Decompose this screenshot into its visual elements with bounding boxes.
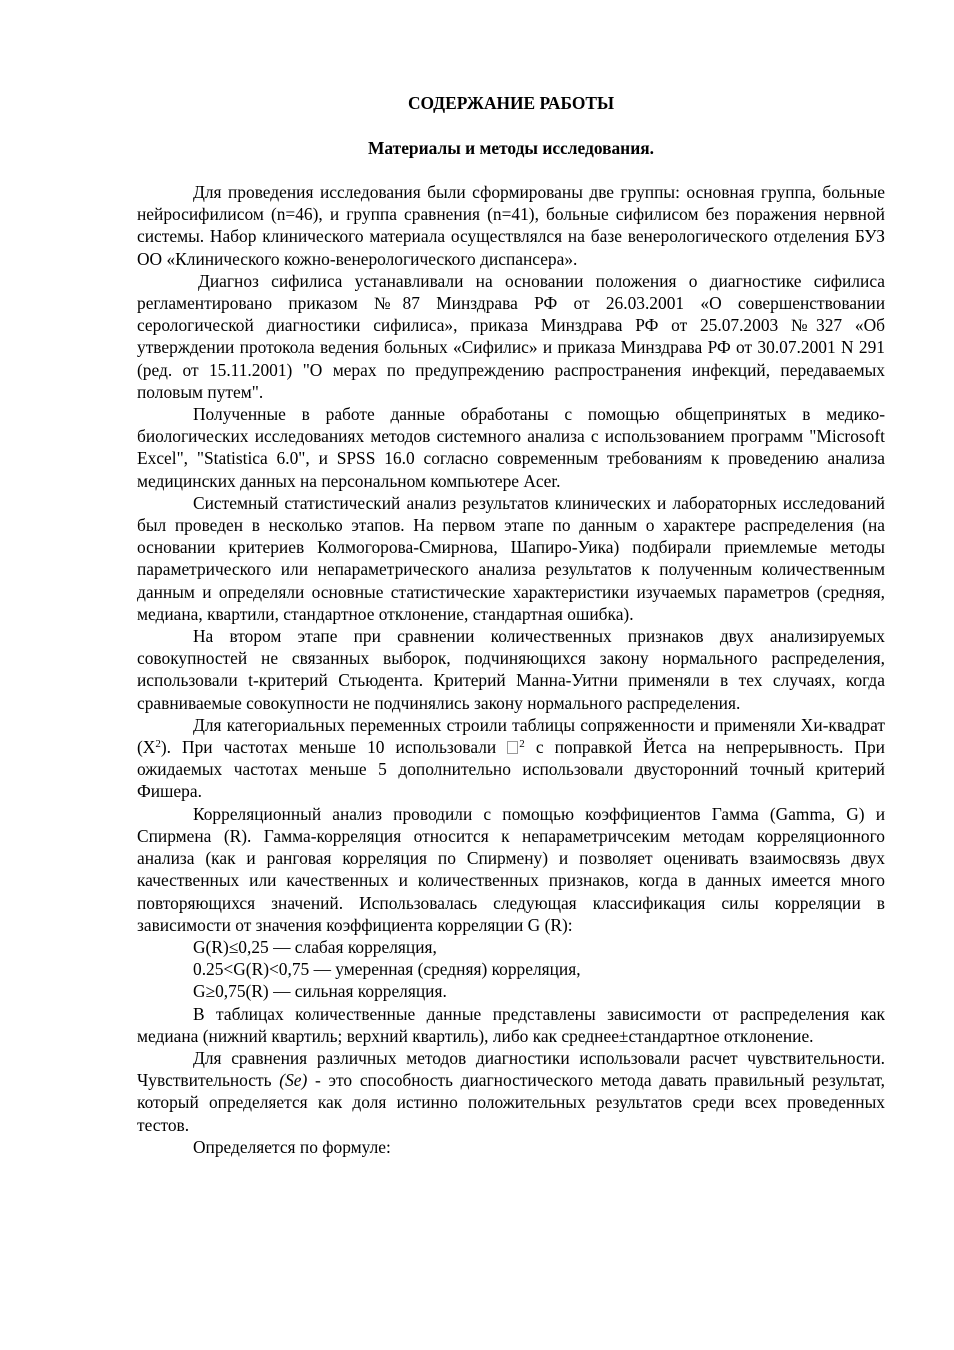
chi-superscript-2: 2 [519, 738, 525, 751]
paragraph-tables: В таблицах количественные данные представлены зависимости от распределения как медиана (нижний квартиль; верхний квартиль), либо как среднее±стандартное отклонение. [137, 1003, 885, 1046]
paragraph-software: Полученные в работе данные обработаны с помощью общепринятых в медико-биологических исследованиях методов системного анализа с использованием программ "Microsoft Excel", "Statistica 6.0", и SPSS 16.0 согласно современным требованиям к проведению анализа медицинских данных на персональном компьютере Acer. [137, 404, 885, 491]
sensitivity-symbol: (Se) [279, 1070, 308, 1091]
list-item: 0.25<G(R)<0,75 — умеренная (средняя) корреляция, [193, 959, 581, 980]
chi-superscript: 2 [155, 738, 161, 751]
paragraph-sensitivity [137, 1047, 885, 1136]
paragraph-stat-analysis: Системный статистический анализ результатов клинических и лабораторных исследований был проведен в несколько этапов. На первом этапе по данным о характере распределения (на основании критериев Колмогорова-Смирнова, Шапиро-Уика) подбирали приемлемые методы параметрического или непараметрического анализа результатов к полученным количественным данным и определяли основные статистические характеристики изучаемых параметров (средняя, медиана, квартили, стандартное отклонение, стандартная ошибка). [137, 492, 885, 624]
document-content [137, 92, 885, 1158]
paragraph-groups: Для проведения исследования были сформированы две группы: основная группа, больные нейросифилисом (n=46), и группа сравнения (n=41), больные сифилисом без поражения нервной системы. Набор клинического материала осуществлялся на базе венерологического отделения БУЗ ОО «Клинического кожно-венерологического диспансера». [137, 182, 885, 269]
list-item: G≥0,75(R) — сильная корреляция. [193, 981, 447, 1002]
paragraph-correlation: Корреляционный анализ проводили с помощью коэффициентов Гамма (Gamma, G) и Спирмена (R). Гамма-корреляция относится к непараметричсеким методам корреляционного анализа (как и ранговая корреляция по Спирмену) и позволяет оценивать взаимосвязь двух качественных или качественных и количественных признаков, когда в данных имеется много повторяющихся значений. Использовалась следующая классификация силы корреляции в зависимости от значения коэффициента корреляции G (R): [137, 803, 885, 935]
chi-text-a: Для категориальных переменных строили таблицы сопряженности и применяли Хи-квадрат (X [137, 714, 885, 758]
paragraph-chi-square [137, 714, 885, 803]
paragraph-diagnosis: Диагноз сифилиса устанавливали на основании положения о диагностике сифилиса регламентировано приказом №87 Минздрава РФ от 26.03.2001 «О совершенствовании серологической диагностики сифилиса», приказа Минздрава РФ от 25.07.2003 №327 «Об утверждении протокола ведения больных «Сифилис» и приказа Минздрава РФ от 30.07.2001 N 291 (ред. от 15.11.2001) "О мерах по предупреждению распространения инфекций, передаваемых половым путем". [137, 270, 885, 402]
paragraph-formula-intro: Определяется по формуле: [193, 1136, 391, 1157]
missing-glyph-icon [507, 741, 518, 754]
sensitivity-text-a: Для сравнения различных методов диагностики использовали расчет чувствительности. Чувствительность [137, 1047, 885, 1091]
paragraph-second-stage: На втором этапе при сравнении количественных признаков двух анализируемых совокупностей не связанных выборок, подчиняющихся закону нормального распределения, использовали t-критерий Стьюдента. Критерий Манна-Уитни применяли в тех случаях, когда сравниваемые совокупности не подчинялись закону нормального распределения. [137, 626, 885, 713]
document-title: СОДЕРЖАНИЕ РАБОТЫ [407, 93, 615, 113]
chi-text-c: с поправкой Йетса на непрерывность. При ожидаемых частотах меньше 5 дополнительно использовали двусторонний точный критерий Фишера. [137, 737, 885, 802]
chi-text-b: ). При частотах меньше 10 использовали [160, 737, 508, 758]
list-item: G(R)≤0,25 — слабая корреляция, [193, 936, 437, 957]
sensitivity-text-b: - это способность диагностического метода давать правильный результат, который определяется как доля истинно положительных результатов среди всех проведенных тестов. [137, 1070, 886, 1135]
section-subtitle: Материалы и методы исследования. [368, 138, 654, 158]
